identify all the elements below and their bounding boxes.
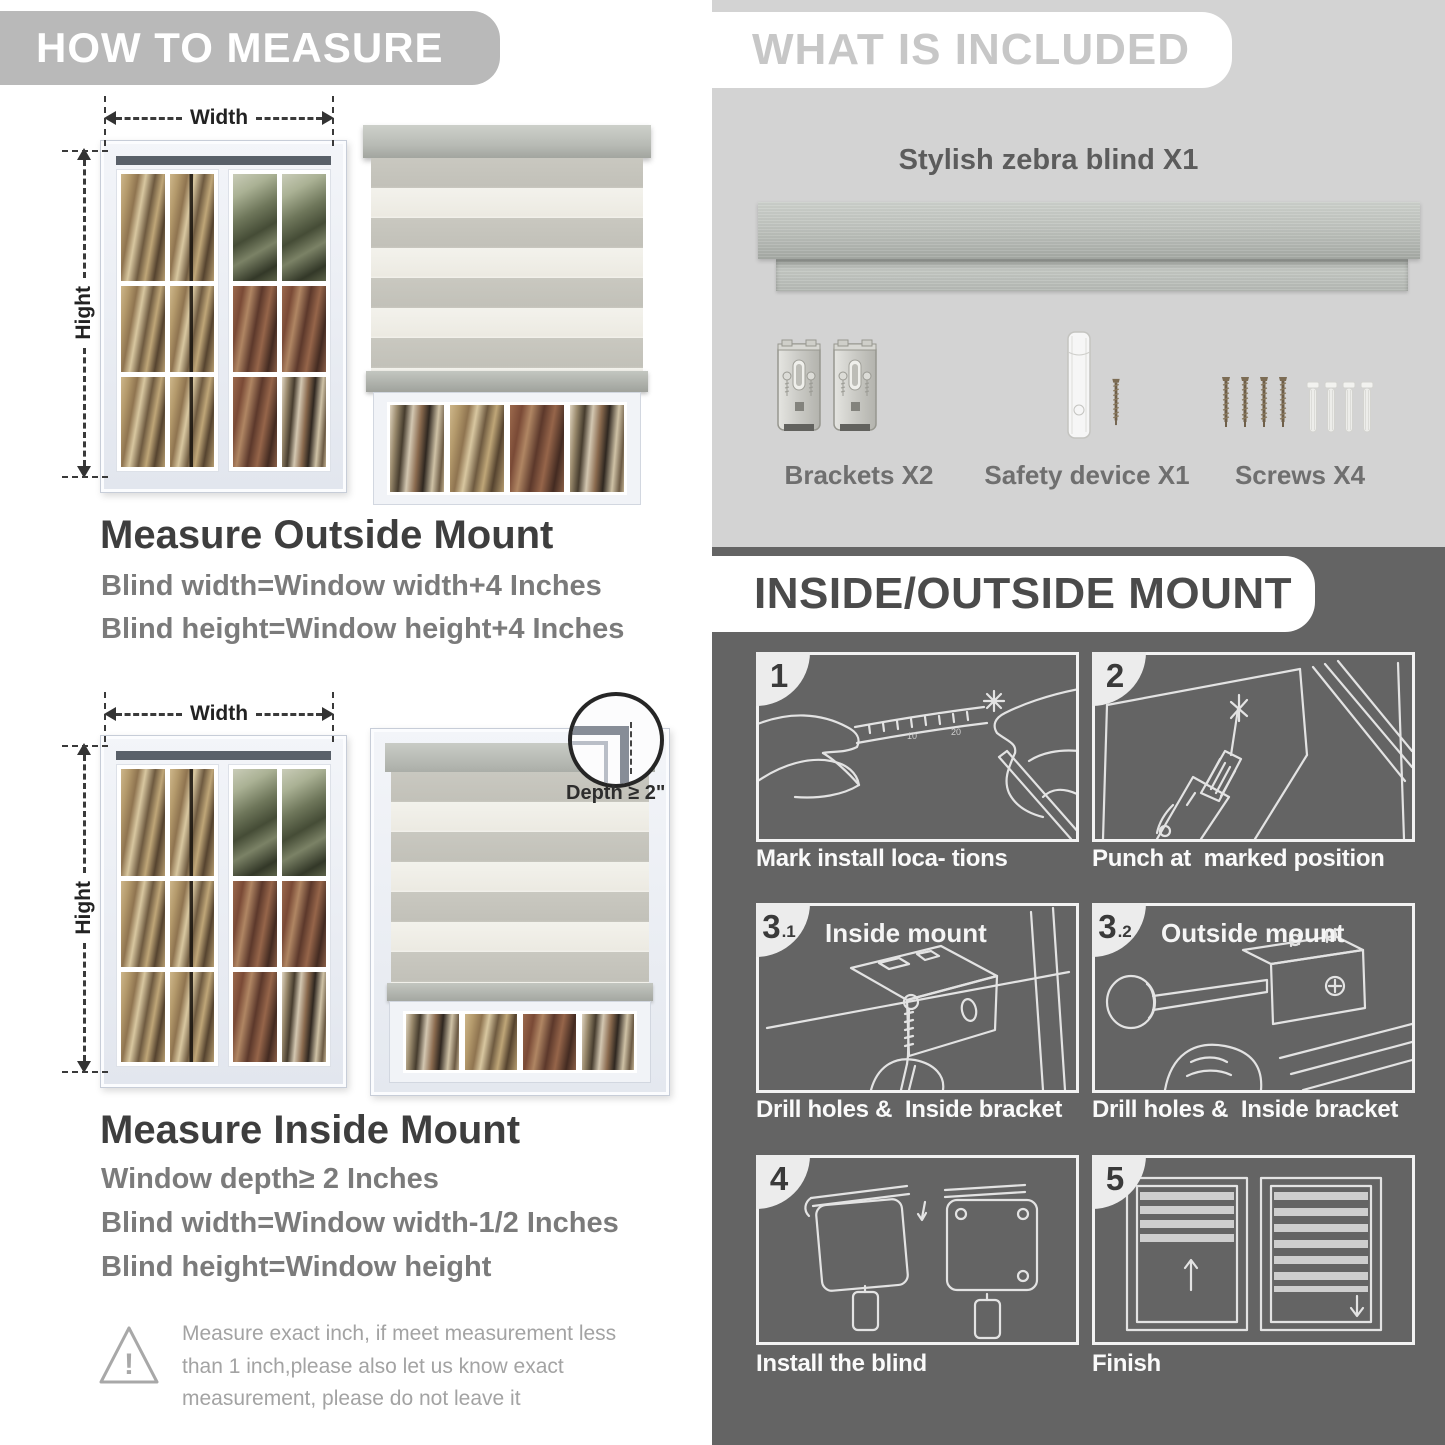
window-photo-outside bbox=[100, 140, 347, 493]
svg-text:!: ! bbox=[124, 1348, 134, 1381]
step-panel-5 bbox=[1092, 1155, 1415, 1345]
brackets-label: Brackets X2 bbox=[784, 460, 934, 490]
width-label: Width bbox=[189, 702, 249, 725]
mount-banner bbox=[712, 556, 1315, 632]
measure-tick bbox=[62, 745, 108, 747]
step-panel-3-1 bbox=[756, 903, 1079, 1093]
blind-cassette bbox=[363, 125, 651, 158]
window-top-rail bbox=[116, 751, 331, 760]
mount-title: INSIDE/OUTSIDE MOUNT bbox=[754, 569, 1293, 618]
warning-text: Measure exact inch, if meet measurement less than 1 inch,please also let us know exact measurement, please do not leave it bbox=[182, 1322, 617, 1411]
blind-bottom-bar bbox=[366, 371, 648, 392]
inside-mount-label: Inside mount bbox=[825, 918, 987, 948]
measure-tick bbox=[104, 96, 106, 146]
hight-label: Hight bbox=[72, 286, 95, 340]
window-photo-inside bbox=[100, 735, 347, 1088]
width-label: Width bbox=[189, 106, 249, 129]
step-caption-5: Finish bbox=[1092, 1350, 1161, 1377]
finish-illustration bbox=[1095, 1158, 1412, 1342]
bracket-icon bbox=[776, 338, 822, 438]
measure-tick bbox=[62, 150, 108, 152]
step-panel-3-2 bbox=[1092, 903, 1415, 1093]
height-measure-arrow bbox=[72, 148, 96, 478]
screw-icon bbox=[1258, 370, 1270, 434]
svg-text:20: 20 bbox=[951, 727, 962, 737]
step-badge: 1 bbox=[756, 652, 810, 706]
bracket-icon bbox=[832, 338, 878, 438]
step-badge: 2 bbox=[1092, 652, 1146, 706]
window-casement-right bbox=[228, 764, 331, 1067]
screw-icon bbox=[1277, 370, 1289, 434]
measure-tick bbox=[332, 692, 334, 742]
drill-illustration bbox=[1095, 655, 1412, 839]
step-panel-2 bbox=[1092, 652, 1415, 842]
measure-tick bbox=[62, 1071, 108, 1073]
step-caption-1: Mark install loca- tions bbox=[756, 845, 1008, 872]
hight-label: Hight bbox=[72, 881, 95, 935]
width-measure-arrow bbox=[104, 106, 334, 130]
step-caption-4: Install the blind bbox=[756, 1350, 927, 1377]
blind-bottom-bar bbox=[387, 983, 653, 1001]
window-top-rail bbox=[116, 156, 331, 165]
screw-icon bbox=[1110, 378, 1122, 426]
safety-device-icon bbox=[1064, 330, 1094, 442]
depth-magnifier bbox=[568, 692, 664, 788]
window-frame bbox=[100, 735, 347, 1088]
what-is-included-section bbox=[712, 0, 1445, 547]
what-is-included-banner bbox=[712, 12, 1232, 88]
measure-tick bbox=[62, 476, 108, 478]
what-is-included-title: WHAT IS INCLUDED bbox=[752, 25, 1191, 74]
height-measure-arrow bbox=[72, 743, 96, 1073]
wall-anchor-icon bbox=[1306, 380, 1320, 436]
how-to-measure-banner bbox=[0, 11, 500, 85]
blind-headrail-bottom bbox=[776, 259, 1408, 291]
window-below-blind bbox=[373, 392, 641, 505]
step-badge: 3 .2 bbox=[1092, 903, 1146, 957]
measure-tick bbox=[104, 692, 106, 742]
screws-label: Screws X4 bbox=[1234, 460, 1366, 490]
step-caption-3-2: Drill holes & Inside bracket bbox=[1092, 1096, 1399, 1123]
measure-tick bbox=[332, 96, 334, 146]
step-badge: 4 bbox=[756, 1155, 810, 1209]
inside-mount-rule-depth: Window depth≥ 2 Inches bbox=[101, 1163, 439, 1195]
window-casement-left bbox=[116, 169, 219, 472]
depth-callout-label: Depth ≥ 2" bbox=[566, 782, 666, 804]
blind-headrail-top bbox=[758, 202, 1420, 259]
mark-location-illustration bbox=[759, 655, 1076, 839]
how-to-measure-title: HOW TO MEASURE bbox=[36, 24, 444, 71]
width-measure-arrow bbox=[104, 702, 334, 726]
window-below-blind bbox=[389, 1001, 651, 1083]
window-frame bbox=[100, 140, 347, 493]
step-caption-3-1: Drill holes & Inside bracket bbox=[756, 1096, 1063, 1123]
inside-mount-rule-width: Blind width=Window width-1/2 Inches bbox=[101, 1207, 619, 1239]
inside-mount-heading: Measure Inside Mount bbox=[100, 1108, 521, 1152]
screw-icon bbox=[1239, 370, 1251, 434]
step-badge: 5 bbox=[1092, 1155, 1146, 1209]
step-panel-1 bbox=[756, 652, 1079, 842]
outside-mount-heading: Measure Outside Mount bbox=[100, 513, 554, 557]
inside-mount-rule-height: Blind height=Window height bbox=[101, 1251, 492, 1283]
wall-anchor-icon bbox=[1324, 380, 1338, 436]
safety-device-label: Safety device X1 bbox=[984, 460, 1190, 490]
mount-instructions-section bbox=[712, 547, 1445, 1445]
outside-mount-rule-width: Blind width=Window width+4 Inches bbox=[101, 570, 602, 602]
step-panel-4 bbox=[756, 1155, 1079, 1345]
svg-text:10: 10 bbox=[907, 731, 918, 741]
zebra-blind-outside-mount bbox=[363, 125, 651, 505]
product-label: Stylish zebra blind X1 bbox=[898, 144, 1199, 176]
window-casement-right bbox=[228, 169, 331, 472]
outside-mount-label: Outside mount bbox=[1161, 918, 1345, 948]
window-casement-left bbox=[116, 764, 219, 1067]
step-badge: 3 .1 bbox=[756, 903, 810, 957]
warning-triangle-icon bbox=[96, 1318, 162, 1390]
measure-warning bbox=[96, 1318, 634, 1416]
outside-mount-rule-height: Blind height=Window height+4 Inches bbox=[101, 613, 625, 645]
wall-anchor-icon bbox=[1360, 380, 1374, 436]
wall-anchor-icon bbox=[1342, 380, 1356, 436]
screw-icon bbox=[1220, 370, 1232, 434]
blind-fabric bbox=[371, 158, 643, 371]
step-caption-2: Punch at marked position bbox=[1092, 845, 1385, 872]
install-blind-illustration bbox=[759, 1158, 1076, 1342]
